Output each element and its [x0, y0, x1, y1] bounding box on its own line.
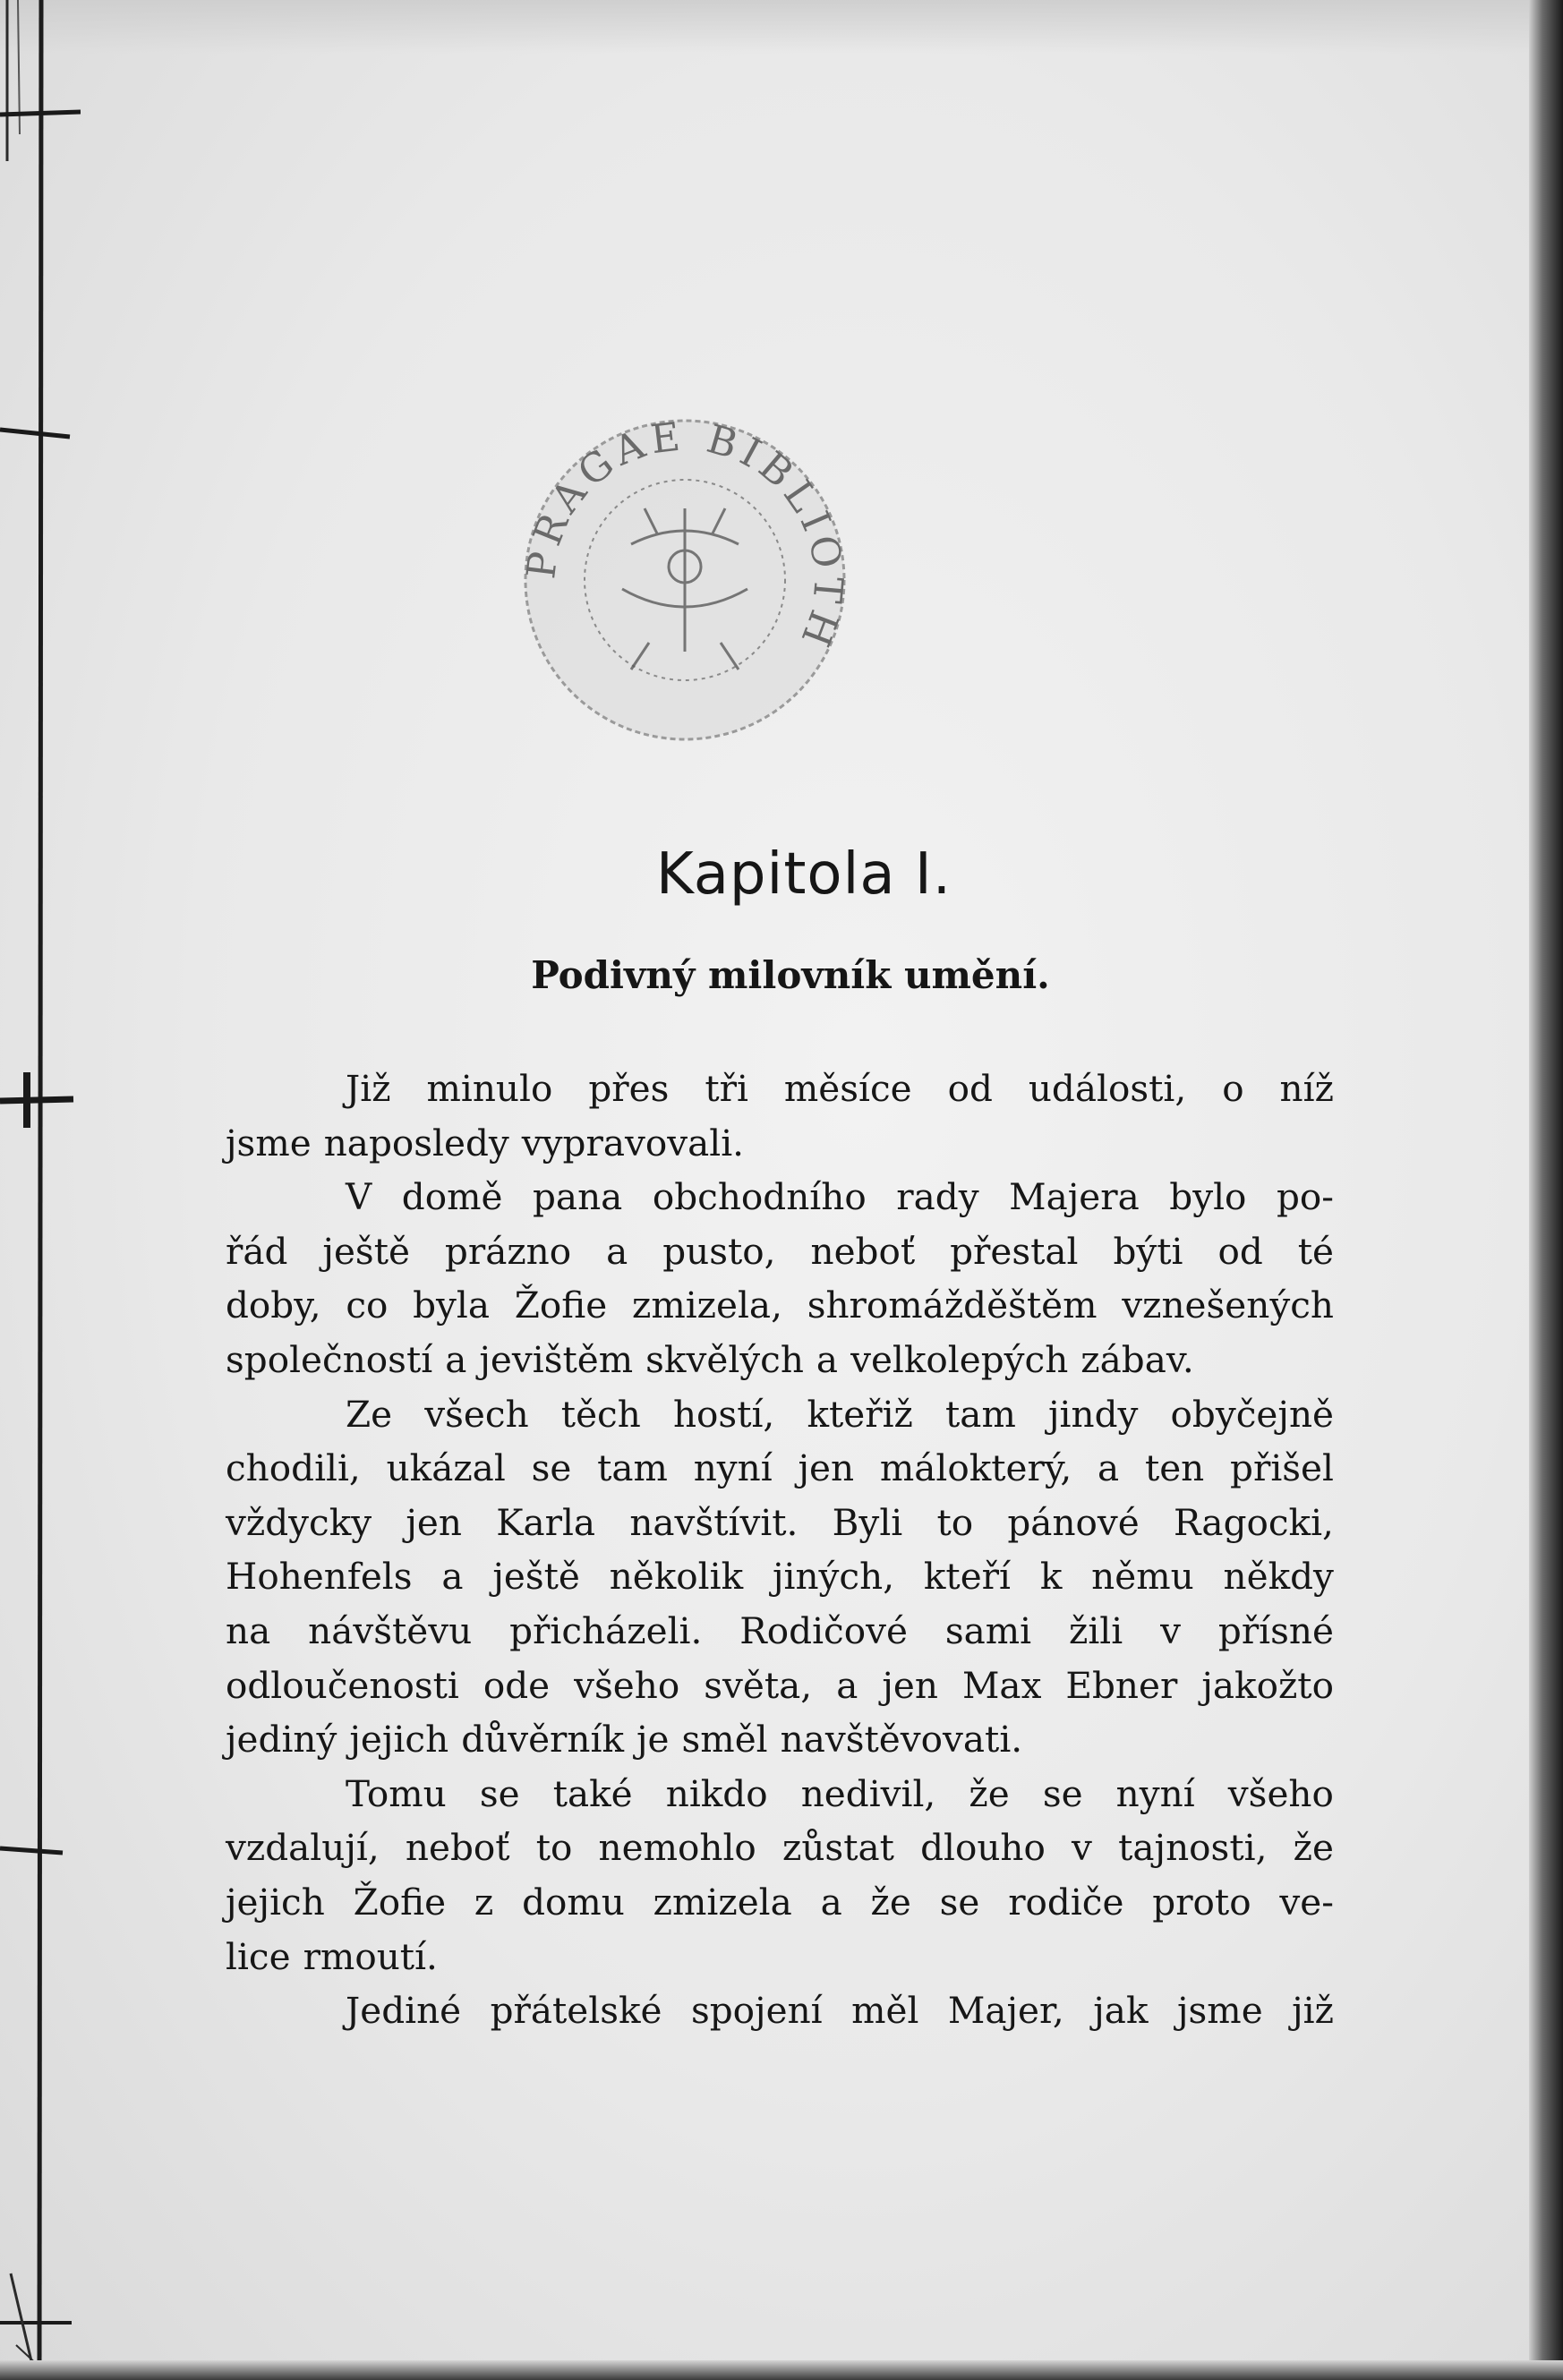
- word: nyní: [1115, 1771, 1195, 1815]
- word: jen: [406, 1500, 462, 1544]
- text-line: [226, 1333, 1334, 1387]
- word: jindy: [1048, 1392, 1139, 1436]
- word: Max: [961, 1663, 1042, 1707]
- word: Hohenfels: [226, 1555, 413, 1599]
- text-line: [226, 1983, 1334, 2038]
- word: spojení: [690, 1989, 823, 2033]
- word: V: [346, 1175, 372, 1219]
- text-line: [226, 1604, 1334, 1659]
- word: ještě: [492, 1555, 580, 1599]
- text-line: [226, 1116, 1334, 1171]
- word: navštěvovati.: [780, 1718, 1023, 1762]
- word: je: [636, 1718, 670, 1762]
- word: a: [441, 1555, 464, 1599]
- word: žili: [1069, 1608, 1123, 1652]
- word: rmoutí.: [303, 1934, 438, 1978]
- word: již: [1292, 1989, 1334, 2033]
- text-line: [226, 1767, 1334, 1821]
- stamp-text: PRAGAE BIBLIOTH: [518, 414, 851, 658]
- word: všeho: [1227, 1771, 1334, 1815]
- word: níž: [1279, 1067, 1334, 1110]
- word: kteří: [923, 1555, 1011, 1599]
- word: navštívit.: [629, 1500, 799, 1544]
- word: se: [479, 1771, 520, 1815]
- word: ukázal: [386, 1446, 506, 1490]
- word: jediný: [226, 1718, 337, 1762]
- word: ještě: [322, 1229, 410, 1273]
- word: od: [1217, 1229, 1263, 1273]
- word: jakožto: [1201, 1663, 1334, 1707]
- word: Byli: [832, 1500, 903, 1544]
- word: dlouho: [920, 1826, 1046, 1870]
- word: vzdalují,: [226, 1826, 380, 1870]
- word: tři: [705, 1067, 748, 1110]
- word: přišel: [1230, 1446, 1334, 1490]
- page-top-shading: [0, 0, 1563, 54]
- word: neboť: [405, 1826, 510, 1870]
- word: světa,: [704, 1663, 813, 1707]
- word: měsíce: [783, 1067, 912, 1110]
- word: rady: [896, 1175, 979, 1219]
- word: Majer,: [947, 1989, 1064, 2033]
- word: také: [552, 1771, 633, 1815]
- word: o: [1222, 1067, 1244, 1110]
- word: jen: [882, 1663, 938, 1707]
- word: k: [1039, 1555, 1063, 1599]
- word: návštěvu: [308, 1608, 473, 1652]
- word: zábav.: [1080, 1337, 1194, 1381]
- word: proto: [1152, 1880, 1251, 1924]
- word: události,: [1028, 1067, 1187, 1110]
- word: shromážděštěm: [807, 1284, 1098, 1327]
- text-line: [226, 1062, 1334, 1116]
- word: pánové: [1007, 1500, 1140, 1544]
- word: obyčejně: [1170, 1392, 1334, 1436]
- word: býti: [1113, 1229, 1183, 1273]
- word: hostí,: [672, 1392, 775, 1436]
- text-line: [226, 1496, 1334, 1550]
- text-line: [226, 1224, 1334, 1279]
- word: že: [870, 1880, 911, 1924]
- word: to: [936, 1500, 974, 1544]
- word: v: [1160, 1608, 1181, 1652]
- word: nedivil,: [800, 1771, 936, 1815]
- word: Karla: [496, 1500, 596, 1544]
- word: vypravovali.: [521, 1121, 745, 1164]
- word: řád: [226, 1229, 288, 1273]
- text-line: [226, 1278, 1334, 1333]
- word: nemohlo: [598, 1826, 756, 1870]
- word: vznešených: [1122, 1284, 1334, 1327]
- page-bottom-edge: [0, 2360, 1563, 2380]
- word: Rodičové: [739, 1608, 908, 1652]
- library-stamp: [515, 410, 855, 750]
- text-line: [226, 1441, 1334, 1496]
- text-line: [226, 1821, 1334, 1875]
- word: několik: [609, 1555, 744, 1599]
- word: tam: [945, 1392, 1016, 1436]
- text-line: [226, 1659, 1334, 1713]
- word: na: [226, 1608, 271, 1652]
- word: přísné: [1217, 1608, 1334, 1652]
- word: vždycky: [226, 1500, 372, 1544]
- word: a: [1098, 1446, 1120, 1490]
- word: sami: [944, 1608, 1032, 1652]
- text-line: [226, 1387, 1334, 1442]
- word: společností: [226, 1337, 433, 1381]
- word: prázno: [444, 1229, 572, 1273]
- word: lice: [226, 1934, 291, 1978]
- word: domu: [522, 1880, 625, 1924]
- word: co: [346, 1284, 389, 1327]
- word: ode: [483, 1663, 551, 1707]
- word: se: [1042, 1771, 1083, 1815]
- word: přátelské: [490, 1989, 662, 2033]
- word: domě: [401, 1175, 503, 1219]
- word: důvěrník: [461, 1718, 624, 1762]
- word: Majera: [1009, 1175, 1140, 1219]
- word: nikdo: [665, 1771, 768, 1815]
- word: Jediné: [346, 1989, 462, 2033]
- word: naposledy: [323, 1121, 509, 1164]
- word: doby,: [226, 1284, 321, 1327]
- text-line: [226, 1549, 1334, 1604]
- word: němu: [1091, 1555, 1194, 1599]
- word: to: [535, 1826, 573, 1870]
- word: tajnosti,: [1118, 1826, 1268, 1870]
- word: Ebner: [1065, 1663, 1178, 1707]
- word: přestal: [950, 1229, 1079, 1273]
- word: a: [836, 1663, 858, 1707]
- text-line: [226, 1875, 1334, 1930]
- word: Již: [346, 1067, 391, 1110]
- word: jsme: [1176, 1989, 1263, 2033]
- word: Žofie: [353, 1880, 447, 1924]
- word: málokterý,: [879, 1446, 1072, 1490]
- word: a: [445, 1337, 467, 1381]
- word: ten: [1144, 1446, 1205, 1490]
- word: jak: [1093, 1989, 1149, 2033]
- word: neboť: [810, 1229, 916, 1273]
- word: se: [939, 1880, 980, 1924]
- word: těch: [560, 1392, 641, 1436]
- word: skvělých: [645, 1337, 804, 1381]
- word: Žofie: [514, 1284, 608, 1327]
- word: v: [1072, 1826, 1092, 1870]
- word: minulo: [426, 1067, 553, 1110]
- word: a: [606, 1229, 628, 1273]
- binding-threads: [0, 0, 81, 2380]
- word: rodiče: [1008, 1880, 1124, 1924]
- word: té: [1297, 1229, 1334, 1273]
- word: Ragocki,: [1174, 1500, 1334, 1544]
- word: jejich: [349, 1718, 449, 1762]
- word: velkolepých: [850, 1337, 1069, 1381]
- word: jejich: [226, 1880, 325, 1924]
- page-binding-edge: [1529, 0, 1563, 2380]
- text-line: [226, 1170, 1334, 1224]
- word: kteřiž: [807, 1392, 913, 1436]
- word: tam: [597, 1446, 668, 1490]
- word: jiných,: [772, 1555, 895, 1599]
- word: a: [820, 1880, 842, 1924]
- word: od: [947, 1067, 993, 1110]
- word: jsme: [226, 1121, 312, 1164]
- word: nyní: [693, 1446, 773, 1490]
- word: chodili,: [226, 1446, 361, 1490]
- word: jevištěm: [479, 1337, 634, 1381]
- word: všeho: [574, 1663, 680, 1707]
- word: jen: [798, 1446, 855, 1490]
- word: odloučenosti: [226, 1663, 459, 1707]
- text-line: [226, 1930, 1334, 1984]
- word: zmizela: [653, 1880, 792, 1924]
- word: po-: [1276, 1175, 1334, 1219]
- word: směl: [681, 1718, 768, 1762]
- chapter-title: Kapitola I.: [655, 841, 952, 908]
- word: že: [969, 1771, 1010, 1815]
- word: se: [531, 1446, 572, 1490]
- word: že: [1293, 1826, 1334, 1870]
- body-text: [226, 1062, 1334, 2038]
- word: pusto,: [662, 1229, 776, 1273]
- word: všech: [424, 1392, 529, 1436]
- word: byla: [413, 1284, 491, 1327]
- word: bylo: [1169, 1175, 1247, 1219]
- word: zmizela,: [631, 1284, 782, 1327]
- word: z: [474, 1880, 494, 1924]
- text-line: [226, 1712, 1334, 1767]
- word: zůstat: [782, 1826, 894, 1870]
- word: přicházeli.: [509, 1608, 703, 1652]
- word: měl: [851, 1989, 919, 2033]
- word: ve-: [1279, 1880, 1334, 1924]
- word: Ze: [346, 1392, 393, 1436]
- word: Tomu: [346, 1771, 447, 1815]
- chapter-subtitle: Podivný milovník umění.: [531, 953, 1050, 997]
- word: někdy: [1223, 1555, 1334, 1599]
- word: obchodního: [652, 1175, 867, 1219]
- word: pana: [533, 1175, 623, 1219]
- word: přes: [588, 1067, 670, 1110]
- word: a: [816, 1337, 839, 1381]
